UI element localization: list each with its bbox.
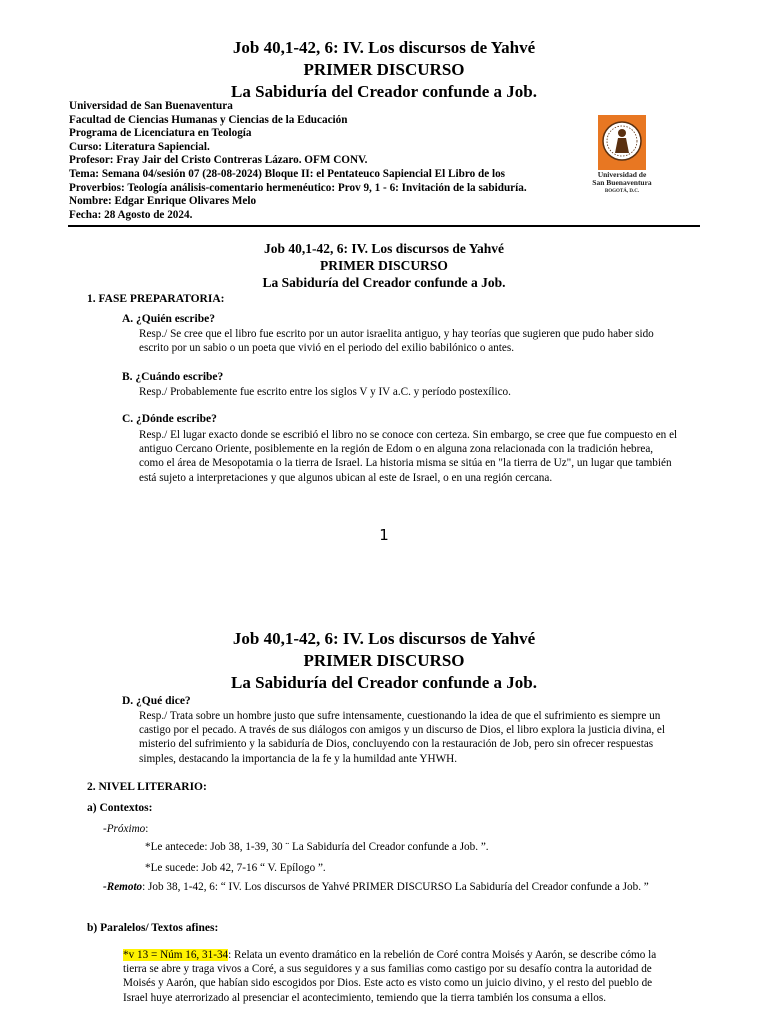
university-logo (582, 115, 662, 195)
course-name: Curso: Literatura Sapiencial. (69, 140, 210, 153)
answer-line: castigo por el pecado. A través de sus diálogos con amigos y un discurso de Dios, el libro explora la justicia divina, el (139, 724, 666, 737)
page2-title-line: PRIMER DISCURSO (303, 651, 465, 670)
question-c-label: C. ¿Dónde escribe? (122, 413, 217, 425)
answer-line: misterio del sufrimiento y la sabiduría de Dios, concluyendo con la restauración de Job, pero sin ofrecer respuestas (139, 738, 654, 751)
remoto-label: -Remoto (103, 881, 143, 893)
svg-text:Universidad de: Universidad de (597, 170, 647, 179)
answer-line: como el área de Mesopotamia o la tierra de Israel. La historia misma se sitúa en "la tierra de Uz", un lugar que también (139, 457, 672, 470)
answer-d (139, 709, 699, 766)
answer-line: escrito por un sabio o un poeta que vivió en el periodo del exilio babilónico o antes. (139, 342, 514, 355)
page1-title (0, 37, 768, 103)
student-name: Nombre: Edgar Enrique Olivares Melo (69, 195, 257, 208)
professor-name: Profesor: Fray Jair del Cristo Contreras Lázaro. OFM CONV. (69, 154, 368, 167)
proximo-label: -Próximo (103, 823, 146, 835)
subtitle-line: PRIMER DISCURSO (320, 258, 448, 273)
program-name: Programa de Licenciatura en Teología (69, 127, 252, 140)
page1-title-line: PRIMER DISCURSO (303, 60, 465, 79)
contextos-heading: a) Contextos: (87, 802, 153, 814)
paralelo-line (123, 948, 699, 962)
remoto-line (103, 881, 649, 893)
paralelo-line: tierra se abre y traga vivos a Coré, a sus seguidores y a sus familias como castigo por su desafío contra la autoridad de (123, 963, 652, 976)
verse-highlight: *v 13 = Núm 16, 31-34 (123, 949, 229, 961)
subtitle-line: La Sabiduría del Creador confunde a Job. (262, 275, 506, 290)
answer-line: Resp./ El lugar exacto donde se escribió el libro no se conoce con certeza. Sin embargo, se cree que fue compuesto en el (139, 429, 678, 441)
antecede-line: *Le antecede: Job 38, 1-39, 30 ¨ La Sabiduría del Creador confunde a Job. ”. (145, 841, 489, 853)
answer-line: antiguo Cercano Oriente, posiblemente en la región de Edom o en alguna zona relacionada con la tradición hebrea, (139, 443, 654, 456)
topic-line-cont: Proverbios: Teología análisis-comentario hermenéutico: Prov 9, 1 - 6: Invitación de la sabiduría. (69, 181, 527, 194)
page2-title-line: La Sabiduría del Creador confunde a Job. (231, 673, 537, 692)
page2-title-line: Job 40,1-42, 6: IV. Los discursos de Yahvé (232, 629, 536, 648)
proximo-line (103, 823, 148, 835)
faculty-name: Facultad de Ciencias Humanas y Ciencias de la Educación (69, 113, 348, 126)
header-info-block (69, 100, 569, 222)
answer-line: simples, destacando la importancia de la fe y la humildad ante YHWH. (139, 752, 458, 765)
page-number: 1 (379, 526, 389, 544)
university-name: Universidad de San Buenaventura (69, 100, 233, 112)
answer-line: Resp./ Probablemente fue escrito entre los siglos V y IV a.C. y período postexílico. (139, 386, 511, 398)
header-divider (68, 225, 700, 227)
answer-b (139, 385, 699, 399)
answer-line: está sujeto a interpretaciones y que algunos ubican al este de Israel, o en una región cercana. (139, 471, 553, 484)
svg-text:San Buenaventura: San Buenaventura (592, 178, 652, 187)
paralelo-line: Moisés y Aarón, que habían sido escogidos por Dios. Este acto es visto como un juicio divino, y el resto del pueblo de (123, 977, 653, 990)
date-line: Fecha: 28 Agosto de 2024. (69, 208, 193, 221)
answer-a (139, 327, 699, 355)
section-1-heading: 1. FASE PREPARATORIA: (87, 293, 225, 305)
svg-text:BOGOTÁ, D.C.: BOGOTÁ, D.C. (604, 189, 640, 194)
question-a-label: A. ¿Quién escribe? (122, 313, 215, 325)
answer-line: Resp./ Se cree que el libro fue escrito por un autor israelita antiguo, y hay teorías que sugieren que pudo haber sido (139, 328, 654, 340)
answer-c (139, 428, 699, 485)
sucede-line: *Le sucede: Job 42, 7-16 “ V. Epílogo ”. (145, 862, 326, 874)
page1-subtitle (0, 240, 768, 291)
page2-title (0, 628, 768, 694)
paralelos-heading: b) Paralelos/ Textos afines: (87, 922, 219, 934)
question-d-label: D. ¿Qué dice? (122, 695, 191, 707)
question-b-label: B. ¿Cuándo escribe? (122, 371, 224, 383)
remoto-text: : Job 38, 1-42, 6: “ IV. Los discursos de Yahvé PRIMER DISCURSO La Sabiduría del Creador confunde a Job. ” (142, 881, 649, 893)
topic-line: Tema: Semana 04/sesión 07 (28-08-2024) Bloque II: el Pentateuco Sapiencial El Libro de los (69, 167, 506, 180)
seal-icon (582, 115, 662, 195)
page1-title-line: La Sabiduría del Creador confunde a Job. (231, 82, 537, 101)
paralelo-line: Israel huye aterrorizado al presenciar el acontecimiento, temiendo que la tierra también los consuma a ellos. (123, 991, 607, 1004)
paralelo-first-text: : Relata un evento dramático en la rebelión de Coré contra Moisés y Aarón, se describe cómo la (228, 949, 657, 961)
section-2-heading: 2. NIVEL LITERARIO: (87, 781, 207, 793)
subtitle-line: Job 40,1-42, 6: IV. Los discursos de Yahvé (263, 241, 505, 256)
page1-title-line: Job 40,1-42, 6: IV. Los discursos de Yahvé (232, 38, 536, 57)
answer-line: Resp./ Trata sobre un hombre justo que sufre intensamente, cuestionando la idea de que el sufrimiento es siempre un (139, 710, 661, 722)
paralelo-paragraph (123, 948, 699, 1005)
proximo-colon: : (145, 823, 149, 835)
